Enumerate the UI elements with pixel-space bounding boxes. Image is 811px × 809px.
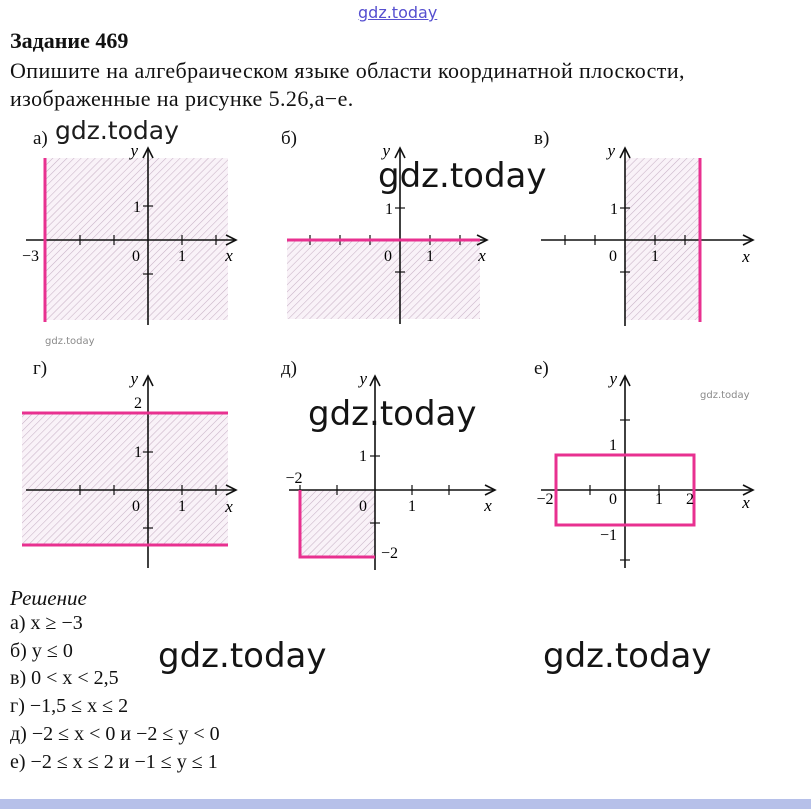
task-statement-line2: изображенные на рисунке 5.26,а−е. (10, 86, 354, 111)
figure-b (283, 140, 495, 334)
y-axis-label: y (382, 141, 390, 160)
watermark: gdz.today (308, 394, 477, 434)
solution-line-v: в) 0 < x < 2,5 (10, 667, 119, 689)
tick-label-0: 0 (132, 248, 140, 265)
tick-label-1-y: 1 (610, 201, 618, 218)
solution-heading: Решение (10, 586, 87, 610)
tick-label-0: 0 (359, 498, 367, 515)
shaded-region (45, 158, 228, 320)
watermark: gdz.today (55, 116, 179, 145)
x-axis-label: x (742, 493, 750, 512)
tick-label-0: 0 (609, 491, 617, 508)
figure-v-tag: в) (534, 128, 550, 149)
x-axis-label: x (484, 496, 492, 515)
watermark: gdz.today (45, 336, 95, 347)
figure-e (535, 368, 761, 575)
tick-label-1-x: 1 (178, 498, 186, 515)
y-axis-label: y (359, 369, 367, 388)
watermark: gdz.today (543, 636, 712, 676)
tick-label-minus3: −3 (22, 248, 40, 265)
watermark: gdz.today (700, 390, 750, 401)
tick-label-minus2-x: −2 (285, 470, 303, 487)
shaded-region (625, 158, 700, 320)
task-statement-line1: Опишите на алгебраическом языке области координатной плоскости, (10, 58, 685, 83)
y-axis-label: y (609, 369, 617, 388)
figure-g (14, 368, 240, 575)
x-axis-label: x (225, 246, 233, 265)
tick-label-2-x: 2 (686, 491, 694, 508)
solution-line-a: а) x ≥ −3 (10, 612, 83, 634)
watermark-link[interactable]: gdz.today (358, 3, 438, 22)
watermark: gdz.today (158, 636, 327, 676)
tick-label-1-x: 1 (408, 498, 416, 515)
figure-b-tag: б) (281, 128, 297, 149)
tick-label-0: 0 (132, 498, 140, 515)
watermark: gdz.today (378, 156, 547, 196)
tick-label-minus2-x: −2 (536, 491, 554, 508)
solution-line-e: е) −2 ≤ x ≤ 2 и −1 ≤ y ≤ 1 (10, 751, 218, 773)
tick-label-1-y: 1 (609, 437, 617, 454)
figure-a (14, 140, 240, 334)
solution-line-b: б) y ≤ 0 (10, 640, 73, 662)
solution-line-g: г) −1,5 ≤ x ≤ 2 (10, 695, 129, 717)
x-axis-label: x (478, 246, 486, 265)
tick-label-1-x: 1 (651, 248, 659, 265)
tick-label-2-y: 2 (134, 395, 142, 412)
y-axis-label: y (607, 141, 615, 160)
tick-label-0: 0 (384, 248, 392, 265)
tick-label-1-y: 1 (385, 201, 393, 218)
tick-label-1-y: 1 (359, 448, 367, 465)
footer-strip (0, 799, 811, 809)
figure-e-tag: е) (534, 358, 549, 379)
tick-label-1-x: 1 (178, 248, 186, 265)
shaded-region (22, 414, 228, 544)
figure-d (283, 368, 509, 575)
figure-d-tag: д) (281, 358, 297, 379)
tick-label-minus2-y: −2 (381, 545, 399, 562)
tick-label-1-y: 1 (134, 444, 142, 461)
tick-label-0: 0 (609, 248, 617, 265)
figure-a-tag: а) (33, 128, 48, 149)
tick-label-1-y: 1 (133, 199, 141, 216)
tick-label-1-x: 1 (655, 491, 663, 508)
x-axis-label: x (742, 247, 750, 266)
tick-label-minus1-y: −1 (599, 527, 617, 544)
task-title: Задание 469 (10, 28, 129, 53)
y-axis-label: y (130, 141, 138, 160)
y-axis-label: y (130, 369, 138, 388)
solution-line-d: д) −2 ≤ x < 0 и −2 ≤ y < 0 (10, 723, 220, 745)
figure-v (535, 140, 761, 334)
x-axis-label: x (225, 497, 233, 516)
tick-label-1-x: 1 (426, 248, 434, 265)
figure-g-tag: г) (33, 358, 48, 379)
